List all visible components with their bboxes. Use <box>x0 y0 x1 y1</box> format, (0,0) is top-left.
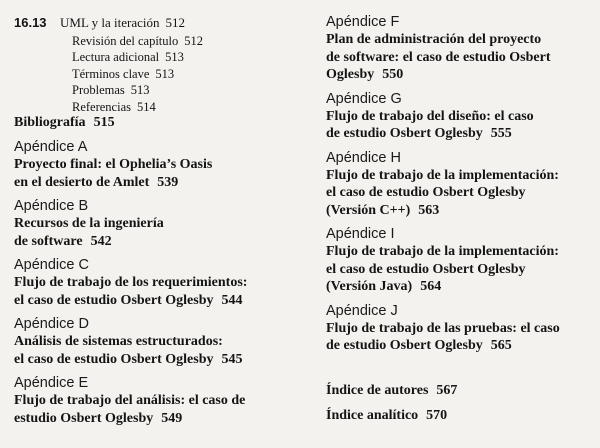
bibliografia-entry: Bibliografía 515 <box>14 115 115 130</box>
section-number: 16.13 <box>14 15 47 30</box>
appendix-heading: Apéndice D <box>14 316 89 332</box>
appendix-title: Análisis de sistemas estructurados: el caso de estudio Osbert Oglesby 545 <box>14 334 243 367</box>
appendix-g <box>326 90 592 143</box>
appendix-heading: Apéndice J <box>326 302 398 319</box>
indice-autores-entry: Índice de autores 567 <box>326 382 458 398</box>
appendix-title: Flujo de trabajo de las pruebas: el caso de estudio Osbert Oglesby 565 <box>326 320 560 353</box>
appendix-d <box>14 315 310 368</box>
appendix-i <box>326 225 592 296</box>
subitem: Términos clave 513 <box>72 66 175 81</box>
appendix-title: Proyecto final: el Ophelia’s Oasis en el desierto de Amlet 539 <box>14 157 213 190</box>
appendix-title: Flujo de trabajo del análisis: el caso de estudio Osbert Oglesby 549 <box>14 393 246 426</box>
appendix-title: Flujo de trabajo de la implementación: el caso de estudio Osbert Oglesby (Versión C++) 563 <box>326 167 559 218</box>
appendix-e <box>14 374 310 427</box>
appendix-heading: Apéndice C <box>14 257 89 273</box>
appendix-title: Recursos de la ingeniería de software 542 <box>14 216 164 249</box>
appendix-b <box>14 197 310 250</box>
appendix-title: Flujo de trabajo de la implementación: el caso de estudio Osbert Oglesby (Versión Java) 564 <box>326 244 559 294</box>
appendix-j <box>326 302 592 355</box>
section-title: UML y la iteración 512 <box>60 15 186 30</box>
subitem: Lectura adicional 513 <box>72 50 184 65</box>
appendix-heading: Apéndice H <box>326 149 401 166</box>
section-16-13 <box>14 15 310 114</box>
appendix-title: Flujo de trabajo de los requerimientos: el caso de estudio Osbert Oglesby 544 <box>14 275 248 308</box>
indice-analitico-entry: Índice analítico 570 <box>326 407 448 423</box>
appendix-heading: Apéndice G <box>326 90 402 107</box>
appendix-heading: Apéndice F <box>326 14 400 30</box>
appendix-title: Plan de administración del proyecto de software: el caso de estudio Osbert Oglesby 550 <box>326 32 551 82</box>
toc-right-column <box>326 0 592 425</box>
appendix-heading: Apéndice B <box>14 198 89 214</box>
subitem: Revisión del capítulo 512 <box>72 34 203 48</box>
appendix-heading: Apéndice E <box>14 375 89 391</box>
appendix-heading: Apéndice A <box>14 139 88 155</box>
appendix-title: Flujo de trabajo del diseño: el caso de estudio Osbert Oglesby 555 <box>326 108 534 141</box>
subitem: Problemas 513 <box>72 83 150 98</box>
appendix-f <box>326 13 592 84</box>
section-subitems <box>60 33 203 115</box>
subitem: Referencias 514 <box>72 99 156 114</box>
toc-left-column <box>14 0 310 427</box>
appendix-h <box>326 149 592 220</box>
appendix-c <box>14 256 310 309</box>
appendix-a <box>14 138 310 191</box>
appendix-heading: Apéndice I <box>326 226 395 242</box>
